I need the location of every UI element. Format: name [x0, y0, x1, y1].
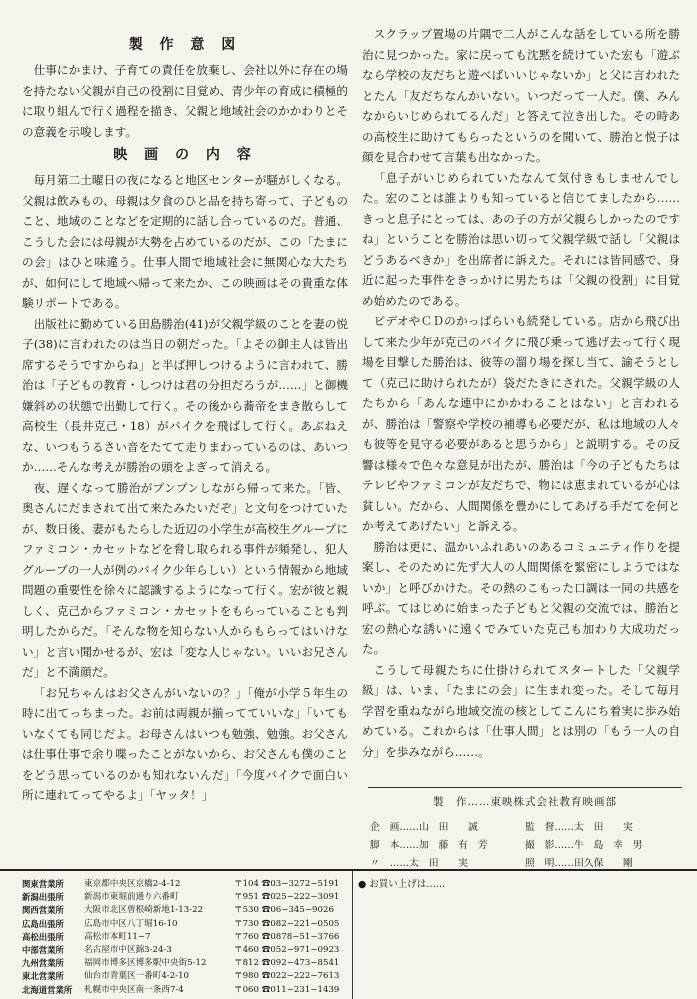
credits: [370, 794, 680, 871]
offices-box: [0, 869, 697, 999]
staff-cell: 〃 ……太 田 実: [370, 858, 468, 869]
intent-paragraph: 仕事にかまけ、子育ての責任を放棄し、会社以外に存在の場を持たない父親が自己の役割に目覚め、青少年の育成に積極的に取り組んで行く過程を描き、父親と地域社会のかかわりとその意義を示唆します。: [22, 63, 348, 139]
story-paragraph: 勝治は更に、温かいふれあいのあるコミュニティ作りを提案し、そのために先ず大人の人間関係を緊密にしようではないか」と呼びかけた。その熱のこもった口調は一同の共感を呼ぶ。てはじめに始まった子どもと父親の交流では、勝治と宏の熱心な誘いに遠くでみていた克己も加わり大成功だった。: [362, 539, 680, 656]
offices-divider: [352, 871, 353, 999]
office-address: 大阪市北区曽根崎新地1-13-22: [84, 905, 204, 916]
office-name: 東北営業所: [22, 971, 64, 982]
story-paragraph: こうして母親たちに仕掛けられてスタートした「父親学級」は、いま、「たまにの会」に生まれ変った。そして毎月学習を重ねながら地域交流の核としてこんにち着実に歩み始めている。これからは「仕事人間」とは別の「もう一人の自分」を歩みながら……。: [362, 662, 680, 759]
office-name: 高松出張所: [22, 931, 64, 942]
office-row: [22, 918, 347, 931]
story-paragraph: 「お兄ちゃんはお父さんがいないの？」「俺が小学５年生の時に出てっちまった。お前は両親が揃ってていいな」「いてもいなくても同じだよ。お母さんはいつも勉強、勉強。お父さんは仕事仕事で余り喋ったことがないから、お父さんも僕のことをどう思っているのかも知れないんだ」「今度バイクで面白い所に連れてってやるよ」「ヤッタ！」: [22, 685, 348, 802]
office-tel: 〒812 ☎092−473−8541: [234, 958, 340, 969]
office-row: [22, 984, 347, 997]
intent-heading: 製 作 意 図: [128, 37, 242, 53]
office-tel: 〒460 ☎052−971−0923: [234, 945, 340, 956]
story-right: [362, 24, 680, 762]
staff-row: [370, 835, 680, 853]
story-left: [22, 170, 348, 806]
office-row: [22, 904, 347, 917]
staff-row: [370, 817, 680, 835]
office-tel: 〒730 ☎082−221−0505: [234, 918, 340, 929]
office-row: [22, 970, 347, 983]
office-address: 新潟市東堀前通り六番町: [84, 892, 179, 903]
office-name: 中部営業所: [22, 945, 64, 956]
office-tel: 〒060 ☎011−231−1439: [234, 984, 340, 995]
office-row: [22, 931, 347, 944]
office-name: 広島出張所: [22, 918, 64, 929]
office-address: 札幌市中央区南一条西7-4: [84, 984, 184, 995]
staff-cell: 脚 本……加 藤 有 芳: [370, 840, 488, 851]
office-address: 福岡市博多区博多駅中央街5-12: [84, 958, 207, 969]
staff-cell: 照 明……田久保 剛: [525, 858, 633, 869]
intent-text: [22, 60, 348, 142]
story-paragraph: 夜、遅くなって勝治がプンプンしながら帰って来た。「皆、奥さんにだまされて出て来たみたいだぞ」と文句をつけていたが、数日後、妻がもたらした近辺の小学生が高校生グループにファミコン・カセットなどを脅し取られる事件が頻発し、犯人グループの一人が例のバイク少年らしい）という情報から地域問題の重要性を徐々に認識するようになって行く。宏が彼と親しく、克己からファミコン・カセットをもらっていることも判明したからだ。「そんな物を知らない人からもらってはいけない」と言い聞かせるが、宏は「変な人じゃない。いいお兄さんだ」と不満顔だ。: [22, 480, 348, 679]
office-tel: 〒530 ☎06−345−9026: [234, 905, 334, 916]
story-paragraph: ビデオやＣＤのかっぱらいも続発している。店から飛び出して来た少年が克己のバイクに飛び乗って逃げ去って行く現場を目撃した勝治は、彼等の溜り場を探し当て、諭そうとして（克己に助けられたが）袋だたきにされた。父親学級の人たちから「あんな連中にかかわることはない」と言われるが、勝治は「警察や学校の補導も必要だが、私は地域の人々も彼等を見守る必要があると思うから」と説明する。その反響は様々で色々な意見が出たが、勝治は「今の子どもたちはテレビやファミコンが友だちで、物には恵まれているが心は貧しい。だから、人間関係を豊かにしてあげる手だてを何とか考えてあげたい」と訴える。: [362, 314, 680, 533]
story-paragraph: 出版社に勤めている田島勝治(41)が父親学級のことを妻の悦子(38)に言われたのは当日の朝だった。「よその御主人は皆出席するそうですからね」と半ば押しつけるように言われて、勝治は「子どもの教育・しつけは君の分担だろうが……」と御機嫌斜めの状態で出勤して行く。その後から蕎帝をまき散らして高校生（長井克己・18）がバイクを飛ばして行く。あぶねえな、いつもうるさい音をたてて走りまわっているのは、あいつか……そんな考えが勝治の頭をよぎって消える。: [22, 316, 348, 474]
office-address: 名古屋市中区錦3-24-3: [84, 945, 172, 956]
office-tel: 〒104 ☎03−3272−5191: [234, 879, 340, 889]
office-name: 北海道営業所: [22, 984, 73, 995]
story-paragraph: 「息子がいじめられていたなんて気付きもしませんでした。宏のことは誰よりも知っていると信じてましたから……きっと息子にとっては、あの子の方が父親らしかったのですね」ということを勝治は思い切って父親学級で話し「父親はどうあるべきか」を出席者に訴えた。それには皆同感で、身近に起った事件をきっかけに男たちは「父親の役割」に目覚め始めたのである。: [362, 170, 680, 308]
content-heading: 映 画 の 内 容: [113, 147, 257, 163]
office-name: 九州営業所: [22, 958, 64, 969]
office-row: [22, 891, 347, 904]
credits-divider: [368, 787, 682, 788]
office-address: 高松市本町11−7: [84, 931, 151, 942]
office-tel: 〒760 ☎0878−51−3766: [234, 931, 340, 942]
office-address: 東京都中央区京橋2-4-12: [84, 879, 181, 889]
office-list: [22, 878, 347, 997]
office-name: 関東営業所: [22, 879, 64, 889]
office-tel: 〒980 ☎022−222−7613: [234, 971, 340, 982]
office-row: [22, 957, 347, 970]
order-label: ● お買い上げは……: [358, 879, 446, 890]
staff-cell: 撮 影……牛 島 幸 男: [525, 840, 643, 851]
office-name: 関西営業所: [22, 905, 64, 916]
office-address: 広島市中区八丁堀16-10: [84, 918, 178, 929]
office-tel: 〒951 ☎025−222−3091: [234, 892, 340, 903]
office-row: [22, 944, 347, 957]
story-paragraph: スクラップ置場の片隅で二人がこんな話をしている所を勝治に見つかった。家に戻っても沈黙を続けていた宏も「遊ぶなら学校の友だちと遊べばいいじゃないか」と父に言われたとたん「友だちなんかいない。いつだって一人だ。僕、みんなからいじめられてるんだ」と答えて泣き出した。その時あの高校生に助けてもらったというのを聞いて、勝治と悦子は顔を見合わせて言葉も出なかった。: [362, 27, 680, 164]
story-paragraph: 毎月第二土曜日の夜になると地区センターが騒がしくなる。父親は飲みもの、母親は夕食のひと品を持ち寄って、子どものこと、地域のことなどを定期的に話し合っているのだ。普通、こうした会には母親が大勢を占めているのだが、この「たまにの会」はひと味違う。仕事人間で地域社会に無関心な大たちが、如何にして地域へ帰って来たか、この映画はその貴重な体験リポートである。: [22, 173, 348, 310]
production-credit: 製 作……東映株式会社教育映画部: [433, 796, 617, 808]
staff-cell: 企 画……山 田 誠: [370, 822, 478, 833]
staff-cell: 監 督……太 田 実: [525, 822, 633, 833]
office-row: [22, 878, 347, 891]
staff-table: [370, 817, 680, 871]
office-address: 仙台市青葉区一番町4-2-10: [84, 971, 190, 982]
office-name: 新潟出張所: [22, 892, 64, 903]
